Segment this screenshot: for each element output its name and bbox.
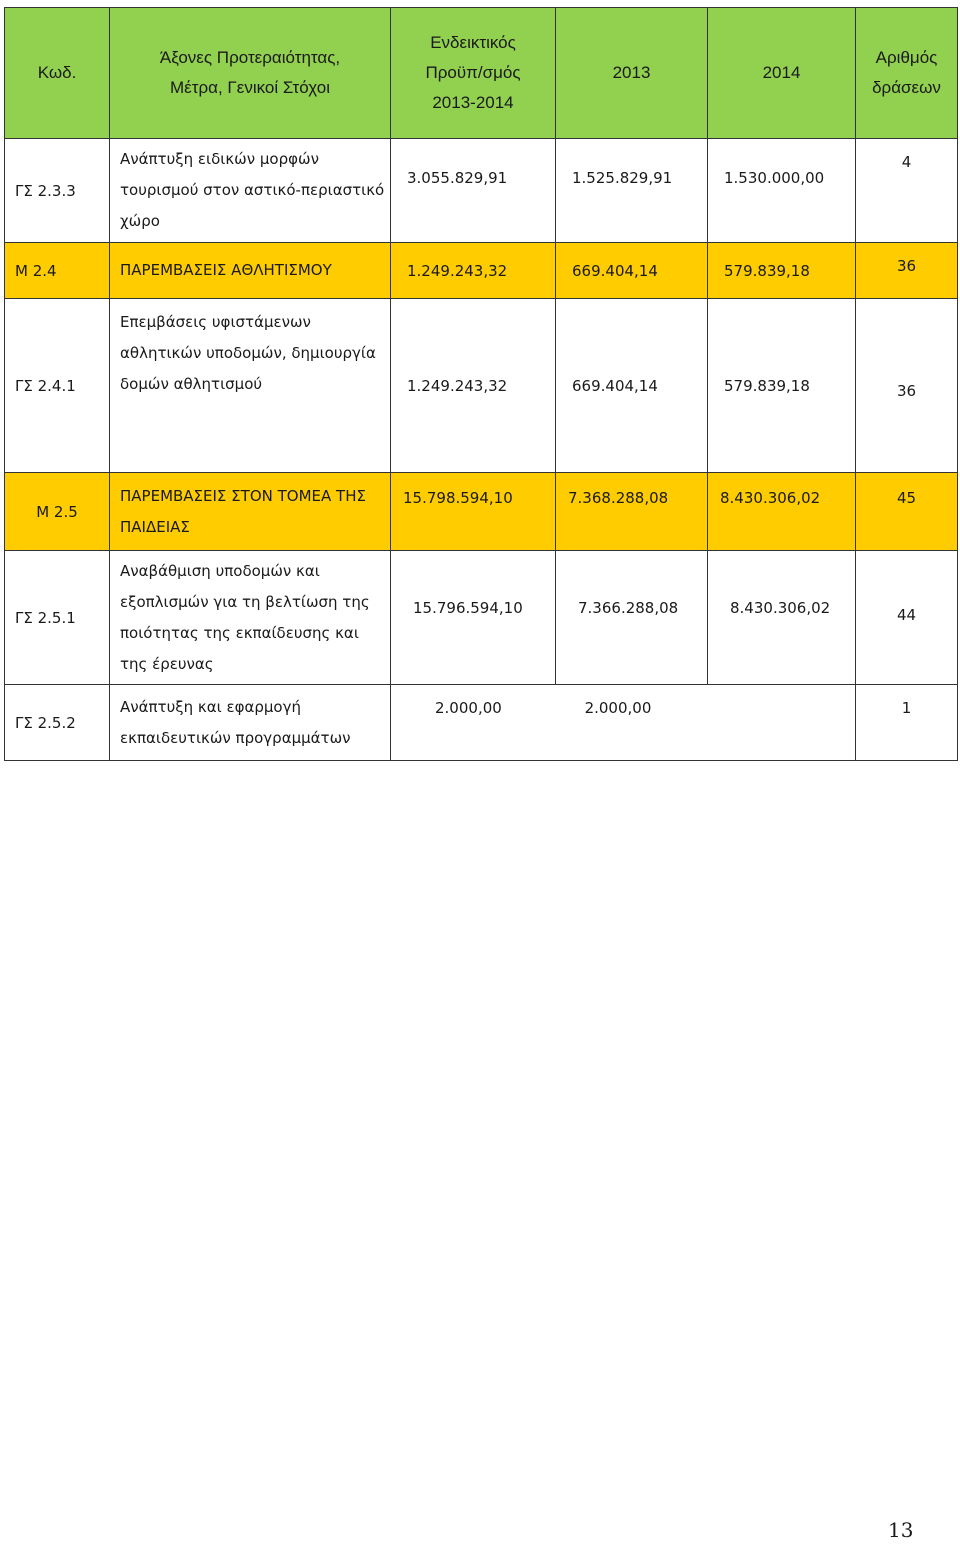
header-axes: Άξονες Προτεραιότητας, Μέτρα, Γενικοί Στόχοι: [110, 8, 391, 139]
row-2013: 669.404,14: [556, 243, 708, 299]
row-2013: 7.368.288,08: [556, 473, 708, 551]
row-budget: 15.798.594,10: [391, 473, 556, 551]
row-description: Ανάπτυξη και εφαρμογή εκπαιδευτικών προγραμμάτων: [110, 685, 391, 761]
row-2013: 1.525.829,91: [556, 139, 708, 243]
row-actions: 45: [856, 473, 958, 551]
header-code: Κωδ.: [5, 8, 110, 139]
row-description: Επεμβάσεις υφιστάμενων αθλητικών υποδομών, δημιουργία δομών αθλητισμού: [110, 299, 391, 473]
row-code: Μ 2.5: [5, 473, 110, 551]
row-2014: 579.839,18: [708, 299, 856, 473]
row-budget: 3.055.829,91: [391, 139, 556, 243]
row-budget: 1.249.243,32: [391, 299, 556, 473]
row-budget: 2.000,00: [435, 699, 502, 717]
row-code: ΓΣ 2.5.1: [5, 551, 110, 685]
table-row: [5, 299, 958, 473]
table-header-row: [5, 8, 958, 139]
row-code: ΓΣ 2.4.1: [5, 299, 110, 473]
row-description: ΠΑΡΕΜΒΑΣΕΙΣ ΑΘΛΗΤΙΣΜΟΥ: [110, 243, 391, 299]
table-row: [5, 685, 958, 761]
row-actions: 1: [856, 685, 958, 761]
row-actions: 4: [856, 139, 958, 243]
table-row: [5, 473, 958, 551]
row-2014: 579.839,18: [708, 243, 856, 299]
budget-table: [4, 7, 958, 761]
row-code: ΓΣ 2.5.2: [5, 685, 110, 761]
row-description: Ανάπτυξη ειδικών μορφών τουρισμού στον αστικό-περιαστικό χώρο: [110, 139, 391, 243]
table-row: [5, 243, 958, 299]
page-number: 13: [888, 1518, 914, 1542]
row-budget: 15.796.594,10: [391, 551, 556, 685]
row-2013: 669.404,14: [556, 299, 708, 473]
row-2014: 8.430.306,02: [708, 473, 856, 551]
table-row: [5, 139, 958, 243]
row-2014: 8.430.306,02: [708, 551, 856, 685]
table-row: [5, 551, 958, 685]
header-budget: Ενδεικτικός Προϋπ/σμός 2013-2014: [391, 8, 556, 139]
row-actions: 36: [856, 299, 958, 473]
header-actions: Αριθμός δράσεων: [856, 8, 958, 139]
row-description: Αναβάθμιση υποδομών και εξοπλισμών για τη βελτίωση της ποιότητας της εκπαίδευσης και της έρευνας: [110, 551, 391, 685]
row-2013: 7.366.288,08: [556, 551, 708, 685]
row-budget: 1.249.243,32: [391, 243, 556, 299]
row-values-span: [391, 685, 856, 761]
header-2014: 2014: [708, 8, 856, 139]
row-2014: 1.530.000,00: [708, 139, 856, 243]
row-description: ΠΑΡΕΜΒΑΣΕΙΣ ΣΤΟΝ ΤΟΜΕΑ ΤΗΣ ΠΑΙΔΕΙΑΣ: [110, 473, 391, 551]
row-code: Μ 2.4: [5, 243, 110, 299]
row-2013: 2.000,00: [584, 699, 652, 717]
header-2013: 2013: [556, 8, 708, 139]
row-code: ΓΣ 2.3.3: [5, 139, 110, 243]
row-actions: 36: [856, 243, 958, 299]
row-actions: 44: [856, 551, 958, 685]
